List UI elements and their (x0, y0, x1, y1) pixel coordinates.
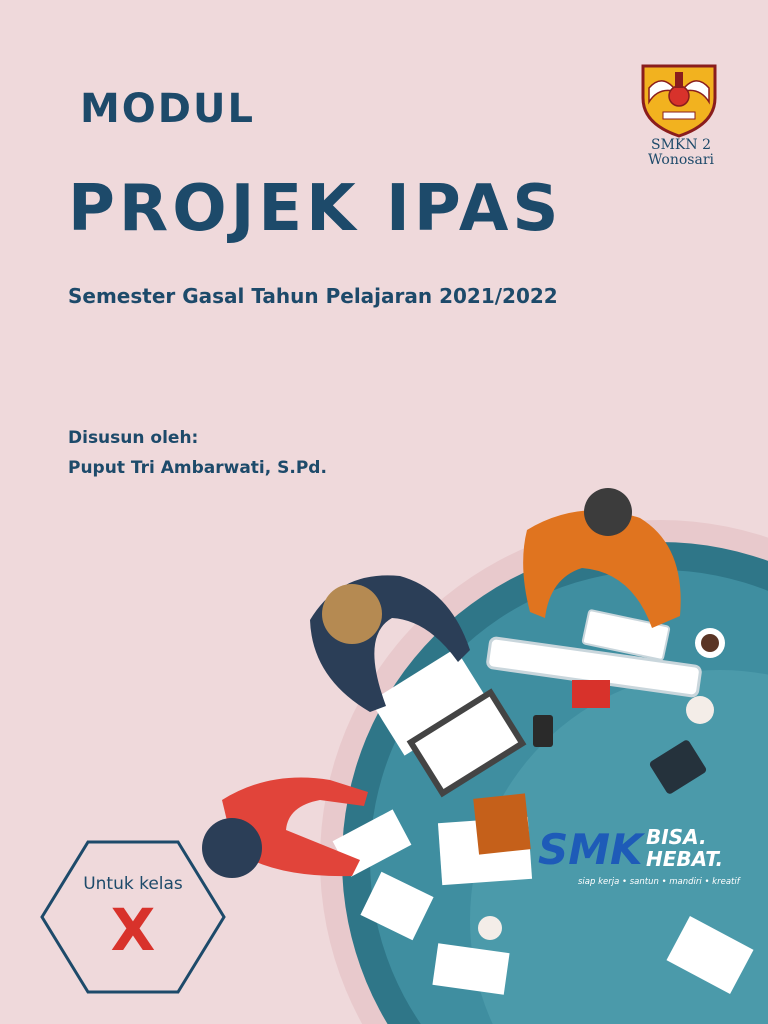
class-value: X (110, 896, 156, 964)
school-emblem-icon (637, 58, 721, 138)
author-name: Puput Tri Ambarwati, S.Pd. (68, 458, 327, 478)
school-name-line1: SMKN 2 (651, 137, 711, 153)
smk-bisa-hebat-logo (538, 820, 758, 890)
smk-tagline-line1: BISA. (646, 825, 707, 849)
semester-subtitle: Semester Gasal Tahun Pelajaran 2021/2022 (68, 284, 558, 308)
author-label: Disusun oleh: (68, 428, 199, 448)
smk-brand-text: SMK (538, 825, 643, 874)
school-name-line2: Wonosari (647, 152, 714, 168)
school-name (636, 138, 726, 168)
class-label: Untuk kelas (83, 874, 183, 894)
meeting-illustration (200, 480, 768, 1024)
smk-slogan: siap kerja • santun • mandiri • kreatif (578, 877, 740, 887)
smk-tagline-line2: HEBAT. (646, 847, 724, 871)
page-title: PROJEK IPAS (68, 172, 563, 246)
module-label: MODUL (80, 86, 255, 132)
